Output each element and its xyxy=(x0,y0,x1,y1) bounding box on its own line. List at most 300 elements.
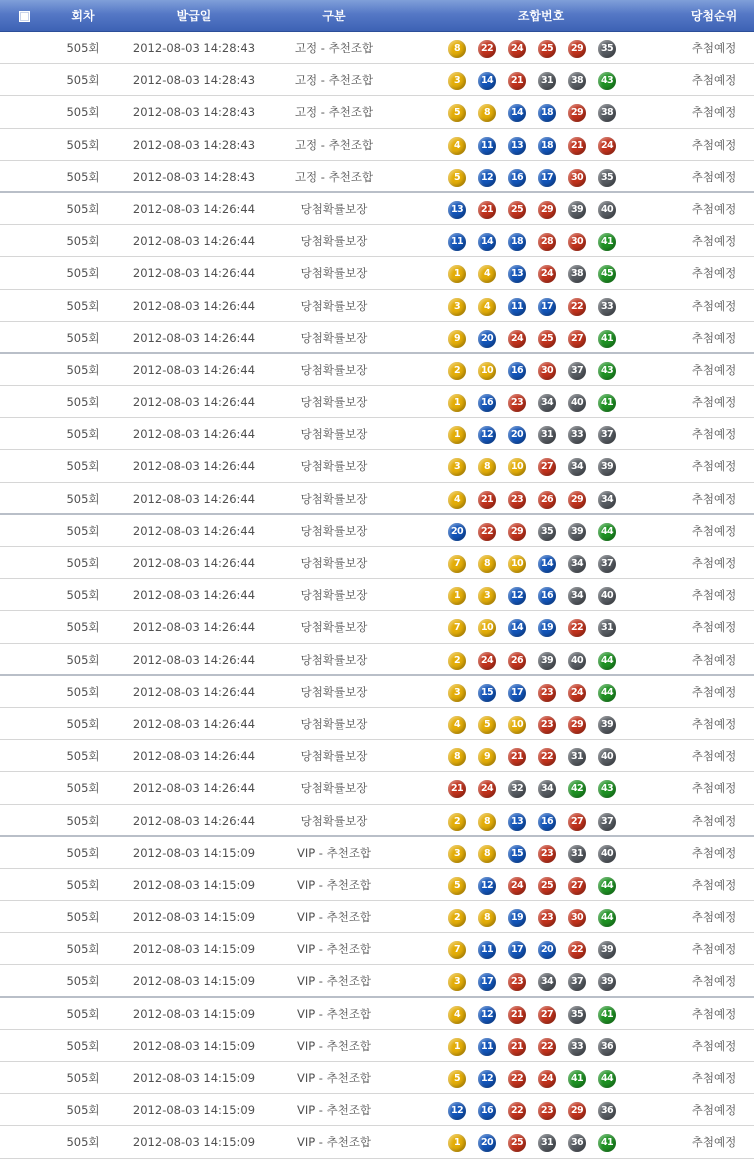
table-row[interactable] xyxy=(0,772,754,804)
table-row[interactable] xyxy=(0,450,754,482)
issue-date-cell: 2012-08-03 14:15:09 xyxy=(132,942,256,957)
lotto-ball: 16 xyxy=(508,362,526,380)
lotto-ball: 25 xyxy=(538,40,556,58)
lotto-ball: 39 xyxy=(598,716,616,734)
category-cell: 당첨확률보장 xyxy=(300,459,368,474)
issue-date-cell: 2012-08-03 14:26:44 xyxy=(132,813,256,828)
lotto-ball: 11 xyxy=(478,941,496,959)
rank-cell: 추첨예정 xyxy=(691,974,737,989)
lotto-ball: 4 xyxy=(448,1006,466,1024)
rank-cell: 추첨예정 xyxy=(691,427,737,442)
issue-date-cell: 2012-08-03 14:26:44 xyxy=(132,556,256,570)
lotto-ball: 41 xyxy=(598,394,616,412)
issue-date-cell: 2012-08-03 14:26:44 xyxy=(132,523,256,538)
table-row[interactable] xyxy=(0,96,754,128)
numbers-cell xyxy=(448,290,634,321)
lotto-ball: 29 xyxy=(568,716,586,734)
lotto-ball: 23 xyxy=(538,845,556,863)
round-cell: 505회 xyxy=(66,298,100,313)
lotto-ball: 44 xyxy=(598,877,616,895)
category-cell: VIP - 추천조합 xyxy=(296,974,372,989)
lotto-ball: 42 xyxy=(568,780,586,798)
round-cell: 505회 xyxy=(66,41,100,55)
round-cell: 505회 xyxy=(66,266,100,281)
lotto-ball: 29 xyxy=(508,523,526,541)
table-row[interactable] xyxy=(0,257,754,289)
numbers-cell xyxy=(448,805,634,836)
table-row[interactable] xyxy=(0,708,754,740)
lotto-ball: 32 xyxy=(508,780,526,798)
lotto-ball: 22 xyxy=(568,619,586,637)
round-cell: 505회 xyxy=(66,684,100,699)
lotto-ball: 23 xyxy=(538,684,556,702)
category-cell: VIP - 추천조합 xyxy=(296,1071,372,1085)
lotto-ball: 8 xyxy=(478,458,496,476)
lotto-ball: 29 xyxy=(568,104,586,122)
table-row[interactable] xyxy=(0,998,754,1030)
lotto-ball: 25 xyxy=(538,877,556,895)
rank-cell: 추첨예정 xyxy=(691,877,737,892)
rank-cell: 추첨예정 xyxy=(691,652,737,667)
lotto-ball: 1 xyxy=(448,1038,466,1056)
rank-cell: 추첨예정 xyxy=(691,523,737,538)
category-cell: 당첨확률보장 xyxy=(300,362,368,377)
table-header xyxy=(0,0,754,32)
round-cell: 505회 xyxy=(66,556,100,570)
round-cell: 505회 xyxy=(66,427,100,442)
table-row[interactable] xyxy=(0,644,754,676)
category-cell: 당첨확률보장 xyxy=(300,749,368,764)
category-cell: 당첨확률보장 xyxy=(300,716,368,731)
lotto-ball: 16 xyxy=(478,1102,496,1120)
lotto-ball: 3 xyxy=(448,973,466,991)
table-row[interactable] xyxy=(0,740,754,772)
lotto-ball: 30 xyxy=(568,909,586,927)
category-cell: VIP - 추천조합 xyxy=(296,845,372,860)
lotto-ball: 23 xyxy=(508,973,526,991)
lotto-ball: 21 xyxy=(508,72,526,90)
lotto-ball: 12 xyxy=(478,169,496,187)
table-row[interactable] xyxy=(0,483,754,515)
issue-date-cell: 2012-08-03 14:26:44 xyxy=(132,749,256,764)
category-cell: VIP - 추천조합 xyxy=(296,1135,372,1150)
round-cell: 505회 xyxy=(66,73,100,88)
lotto-ball: 9 xyxy=(478,748,496,766)
table-row[interactable] xyxy=(0,32,754,64)
lotto-ball: 17 xyxy=(538,169,556,187)
lotto-ball: 2 xyxy=(448,362,466,380)
lotto-ball: 4 xyxy=(478,298,496,316)
lotto-ball: 30 xyxy=(568,233,586,251)
rank-cell: 추첨예정 xyxy=(691,910,737,925)
issue-date-cell: 2012-08-03 14:26:44 xyxy=(132,459,256,474)
rank-cell: 추첨예정 xyxy=(691,491,737,506)
numbers-cell xyxy=(448,483,634,514)
lotto-ball: 30 xyxy=(568,169,586,187)
lotto-ball: 22 xyxy=(478,40,496,58)
issue-date-cell: 2012-08-03 14:26:44 xyxy=(132,588,256,603)
table-row[interactable] xyxy=(0,386,754,418)
lotto-ball: 36 xyxy=(598,1038,616,1056)
lotto-ball: 41 xyxy=(598,1006,616,1024)
table-row[interactable] xyxy=(0,161,754,193)
lotto-ball: 35 xyxy=(598,169,616,187)
lotto-ball: 41 xyxy=(598,1134,616,1152)
lotto-ball: 3 xyxy=(448,298,466,316)
table-row[interactable] xyxy=(0,64,754,96)
lotto-ball: 10 xyxy=(508,716,526,734)
category-cell: VIP - 추천조합 xyxy=(296,910,372,925)
lotto-ball: 39 xyxy=(598,458,616,476)
category-cell: VIP - 추천조합 xyxy=(296,1006,372,1021)
table-row[interactable] xyxy=(0,1062,754,1094)
lotto-ball: 8 xyxy=(478,555,496,573)
table-row[interactable] xyxy=(0,676,754,708)
round-cell: 505회 xyxy=(66,749,100,764)
table-row[interactable] xyxy=(0,290,754,322)
rank-cell: 추첨예정 xyxy=(691,395,737,410)
numbers-cell xyxy=(448,1126,634,1157)
lotto-ball: 21 xyxy=(478,491,496,509)
category-cell: 고정 - 추천조합 xyxy=(294,41,374,55)
issue-date-cell: 2012-08-03 14:26:44 xyxy=(132,298,256,313)
lotto-ball: 36 xyxy=(568,1134,586,1152)
lotto-ball: 16 xyxy=(478,394,496,412)
issue-date-cell: 2012-08-03 14:26:44 xyxy=(132,234,256,249)
numbers-cell xyxy=(448,644,634,675)
lotto-ball: 34 xyxy=(538,973,556,991)
lotto-ball: 23 xyxy=(508,491,526,509)
issue-date-cell: 2012-08-03 14:26:44 xyxy=(132,330,256,345)
lotto-ball: 2 xyxy=(448,652,466,670)
lotto-ball: 39 xyxy=(568,201,586,219)
lotto-ball: 18 xyxy=(508,233,526,251)
lotto-ball: 33 xyxy=(598,298,616,316)
lotto-ball: 43 xyxy=(598,362,616,380)
table-row[interactable] xyxy=(0,515,754,547)
lotto-ball: 20 xyxy=(508,426,526,444)
lotto-ball: 21 xyxy=(508,1006,526,1024)
numbers-cell xyxy=(448,450,634,481)
lotto-ball: 21 xyxy=(568,137,586,155)
rank-cell: 추첨예정 xyxy=(691,684,737,699)
lotto-ball: 3 xyxy=(448,845,466,863)
category-cell: 고정 - 추천조합 xyxy=(294,137,374,152)
table-row[interactable] xyxy=(0,1094,754,1126)
lotto-ball: 8 xyxy=(478,845,496,863)
table-row[interactable] xyxy=(0,901,754,933)
lotto-ball: 15 xyxy=(508,845,526,863)
issue-date-cell: 2012-08-03 14:15:09 xyxy=(132,877,256,892)
category-cell: 당첨확률보장 xyxy=(300,813,368,828)
lotto-ball: 22 xyxy=(568,298,586,316)
rank-cell: 추첨예정 xyxy=(691,234,737,249)
header-issue-date: 발급일 xyxy=(176,9,212,23)
lotto-ball: 18 xyxy=(538,137,556,155)
lotto-ball: 23 xyxy=(508,394,526,412)
rank-cell: 추첨예정 xyxy=(691,330,737,345)
rank-cell: 추첨예정 xyxy=(691,813,737,828)
category-cell: 당첨확률보장 xyxy=(300,491,368,506)
category-cell: 고정 - 추천조합 xyxy=(294,169,374,184)
round-cell: 505회 xyxy=(66,845,100,860)
table-row[interactable] xyxy=(0,1030,754,1062)
numbers-cell xyxy=(448,322,634,353)
lotto-ball: 28 xyxy=(538,233,556,251)
lotto-ball: 8 xyxy=(478,909,496,927)
lotto-ball: 3 xyxy=(478,587,496,605)
lotto-ball: 34 xyxy=(598,491,616,509)
lotto-ball: 12 xyxy=(478,1006,496,1024)
lotto-ball: 5 xyxy=(448,877,466,895)
lotto-ball: 39 xyxy=(598,941,616,959)
lotto-ball: 2 xyxy=(448,909,466,927)
category-cell: VIP - 추천조합 xyxy=(296,877,372,892)
issue-date-cell: 2012-08-03 14:28:43 xyxy=(132,73,256,88)
category-cell: 당첨확률보장 xyxy=(300,620,368,635)
rank-cell: 추첨예정 xyxy=(691,781,737,796)
lotto-ball: 11 xyxy=(508,298,526,316)
rank-cell: 추첨예정 xyxy=(691,1006,737,1021)
issue-date-cell: 2012-08-03 14:28:43 xyxy=(132,105,256,120)
round-cell: 505회 xyxy=(66,105,100,120)
round-cell: 505회 xyxy=(66,459,100,474)
lotto-ball: 12 xyxy=(478,877,496,895)
lotto-ball: 33 xyxy=(568,426,586,444)
lotto-ball: 4 xyxy=(478,265,496,283)
numbers-cell xyxy=(448,1094,634,1125)
table-row[interactable] xyxy=(0,933,754,965)
issue-date-cell: 2012-08-03 14:15:09 xyxy=(132,974,256,989)
lotto-ball: 31 xyxy=(538,1134,556,1152)
issue-date-cell: 2012-08-03 14:15:09 xyxy=(132,1006,256,1021)
lotto-ball: 18 xyxy=(538,104,556,122)
table-row[interactable] xyxy=(0,869,754,901)
category-cell: 당첨확률보장 xyxy=(300,266,368,281)
numbers-cell xyxy=(448,1062,634,1093)
numbers-cell xyxy=(448,837,634,868)
lotto-ball: 44 xyxy=(598,1070,616,1088)
lotto-ball: 10 xyxy=(478,362,496,380)
rank-cell: 추첨예정 xyxy=(691,266,737,281)
lotto-ball: 12 xyxy=(448,1102,466,1120)
lotto-ball: 1 xyxy=(448,426,466,444)
lotto-ball: 27 xyxy=(568,813,586,831)
numbers-cell xyxy=(448,418,634,449)
rank-cell: 추첨예정 xyxy=(691,749,737,764)
lotto-ball: 22 xyxy=(508,1070,526,1088)
lotto-ball: 24 xyxy=(508,40,526,58)
table-row[interactable] xyxy=(0,418,754,450)
lotto-ball: 21 xyxy=(448,780,466,798)
lotto-ball: 40 xyxy=(568,394,586,412)
table-row[interactable] xyxy=(0,579,754,611)
issue-date-cell: 2012-08-03 14:15:09 xyxy=(132,845,256,860)
table-row[interactable] xyxy=(0,354,754,386)
lotto-ball: 37 xyxy=(568,973,586,991)
numbers-cell xyxy=(448,901,634,932)
table-row[interactable] xyxy=(0,193,754,225)
lotto-ball: 22 xyxy=(538,1038,556,1056)
lotto-ball: 22 xyxy=(478,523,496,541)
round-cell: 505회 xyxy=(66,974,100,989)
lotto-ball: 20 xyxy=(478,330,496,348)
lotto-ball: 34 xyxy=(538,394,556,412)
category-cell: 당첨확률보장 xyxy=(300,427,368,442)
rank-cell: 추첨예정 xyxy=(691,716,737,731)
category-cell: 당첨확률보장 xyxy=(300,588,368,603)
lotto-ball: 10 xyxy=(508,458,526,476)
lotto-ball: 34 xyxy=(568,555,586,573)
lotto-ball: 17 xyxy=(538,298,556,316)
table-row[interactable] xyxy=(0,611,754,643)
lotto-ball: 8 xyxy=(448,748,466,766)
numbers-cell xyxy=(448,354,634,385)
lotto-ball: 25 xyxy=(538,330,556,348)
round-cell: 505회 xyxy=(66,716,100,731)
rank-cell: 추첨예정 xyxy=(691,459,737,474)
round-cell: 505회 xyxy=(66,910,100,925)
category-cell: VIP - 추천조합 xyxy=(296,1038,372,1053)
lotto-ball: 22 xyxy=(508,1102,526,1120)
lotto-ball: 4 xyxy=(448,491,466,509)
lotto-ball: 11 xyxy=(448,233,466,251)
round-cell: 505회 xyxy=(66,942,100,957)
issue-date-cell: 2012-08-03 14:15:09 xyxy=(132,1103,256,1118)
lotto-ball: 44 xyxy=(598,684,616,702)
issue-date-cell: 2012-08-03 14:28:43 xyxy=(132,137,256,152)
category-cell: 당첨확률보장 xyxy=(300,298,368,313)
issue-date-cell: 2012-08-03 14:26:44 xyxy=(132,652,256,667)
issue-date-cell: 2012-08-03 14:15:09 xyxy=(132,910,256,925)
issue-date-cell: 2012-08-03 14:26:44 xyxy=(132,781,256,796)
lotto-ball: 24 xyxy=(538,265,556,283)
lotto-ball: 17 xyxy=(508,684,526,702)
lotto-ball: 38 xyxy=(598,104,616,122)
lotto-ball: 23 xyxy=(538,716,556,734)
table-row[interactable] xyxy=(0,805,754,837)
lotto-ball: 19 xyxy=(508,909,526,927)
numbers-cell xyxy=(448,579,634,610)
rank-cell: 추첨예정 xyxy=(691,41,737,55)
category-cell: 당첨확률보장 xyxy=(300,201,368,216)
lotto-ball: 34 xyxy=(538,780,556,798)
lotto-ball: 31 xyxy=(568,748,586,766)
lotto-ball: 10 xyxy=(478,619,496,637)
round-cell: 505회 xyxy=(66,620,100,635)
round-cell: 505회 xyxy=(66,169,100,184)
rank-cell: 추첨예정 xyxy=(691,845,737,860)
numbers-cell xyxy=(448,161,634,192)
rank-cell: 추첨예정 xyxy=(691,169,737,184)
lotto-ball: 7 xyxy=(448,941,466,959)
lotto-ball: 44 xyxy=(598,523,616,541)
lotto-ball: 9 xyxy=(448,330,466,348)
rank-cell: 추첨예정 xyxy=(691,1071,737,1085)
lotto-ball: 29 xyxy=(568,1102,586,1120)
numbers-cell xyxy=(448,998,634,1029)
category-cell: 당첨확률보장 xyxy=(300,234,368,249)
issue-date-cell: 2012-08-03 14:26:44 xyxy=(132,620,256,635)
lotto-ball: 16 xyxy=(538,813,556,831)
lotto-ball: 11 xyxy=(478,137,496,155)
issue-date-cell: 2012-08-03 14:28:43 xyxy=(132,41,256,55)
lotto-ball: 24 xyxy=(538,1070,556,1088)
lotto-ball: 14 xyxy=(478,233,496,251)
round-cell: 505회 xyxy=(66,330,100,345)
lotto-ball: 5 xyxy=(478,716,496,734)
round-cell: 505회 xyxy=(66,362,100,377)
lotto-ball: 12 xyxy=(478,1070,496,1088)
lotto-ball: 20 xyxy=(448,523,466,541)
issue-date-cell: 2012-08-03 14:26:44 xyxy=(132,427,256,442)
lotto-ball: 14 xyxy=(538,555,556,573)
table-row[interactable] xyxy=(0,1126,754,1158)
round-cell: 505회 xyxy=(66,234,100,249)
lotto-ball: 37 xyxy=(598,555,616,573)
round-cell: 505회 xyxy=(66,588,100,603)
lotto-ball: 41 xyxy=(568,1070,586,1088)
numbers-cell xyxy=(448,676,634,707)
lotto-ball: 41 xyxy=(598,330,616,348)
lotto-ball: 3 xyxy=(448,458,466,476)
numbers-cell xyxy=(448,96,634,127)
lotto-ball: 24 xyxy=(568,684,586,702)
numbers-cell xyxy=(448,64,634,95)
rank-cell: 추첨예정 xyxy=(691,942,737,957)
checkbox-icon[interactable] xyxy=(19,11,30,22)
table-row[interactable] xyxy=(0,837,754,869)
rank-cell: 추첨예정 xyxy=(691,105,737,120)
lotto-ball: 36 xyxy=(598,1102,616,1120)
round-cell: 505회 xyxy=(66,523,100,538)
rank-cell: 추첨예정 xyxy=(691,137,737,152)
numbers-cell xyxy=(448,772,634,803)
lotto-ball: 24 xyxy=(508,330,526,348)
lotto-ball: 5 xyxy=(448,169,466,187)
lotto-ball: 12 xyxy=(508,587,526,605)
numbers-cell xyxy=(448,32,634,63)
table-row[interactable] xyxy=(0,225,754,257)
table-row[interactable] xyxy=(0,965,754,997)
lotto-ball: 1 xyxy=(448,1134,466,1152)
table-row[interactable] xyxy=(0,129,754,161)
lotto-ball: 2 xyxy=(448,813,466,831)
rank-cell: 추첨예정 xyxy=(691,298,737,313)
lotto-ball: 4 xyxy=(448,716,466,734)
lotto-ball: 27 xyxy=(568,877,586,895)
table-row[interactable] xyxy=(0,547,754,579)
round-cell: 505회 xyxy=(66,137,100,152)
category-cell: 당첨확률보장 xyxy=(300,330,368,345)
lotto-ball: 27 xyxy=(568,330,586,348)
lotto-ball: 41 xyxy=(598,233,616,251)
lotto-ball: 10 xyxy=(508,555,526,573)
lotto-ball: 45 xyxy=(598,265,616,283)
lotto-ball: 25 xyxy=(508,201,526,219)
category-cell: 당첨확률보장 xyxy=(300,523,368,538)
lotto-ball: 29 xyxy=(568,40,586,58)
lotto-ball: 1 xyxy=(448,265,466,283)
lotto-ball: 20 xyxy=(538,941,556,959)
issue-date-cell: 2012-08-03 14:26:44 xyxy=(132,491,256,506)
lotto-ball: 44 xyxy=(598,652,616,670)
lotto-ball: 31 xyxy=(538,72,556,90)
lotto-ball: 24 xyxy=(508,877,526,895)
table-row[interactable] xyxy=(0,322,754,354)
lotto-ball: 26 xyxy=(538,491,556,509)
issue-date-cell: 2012-08-03 14:26:44 xyxy=(132,201,256,216)
